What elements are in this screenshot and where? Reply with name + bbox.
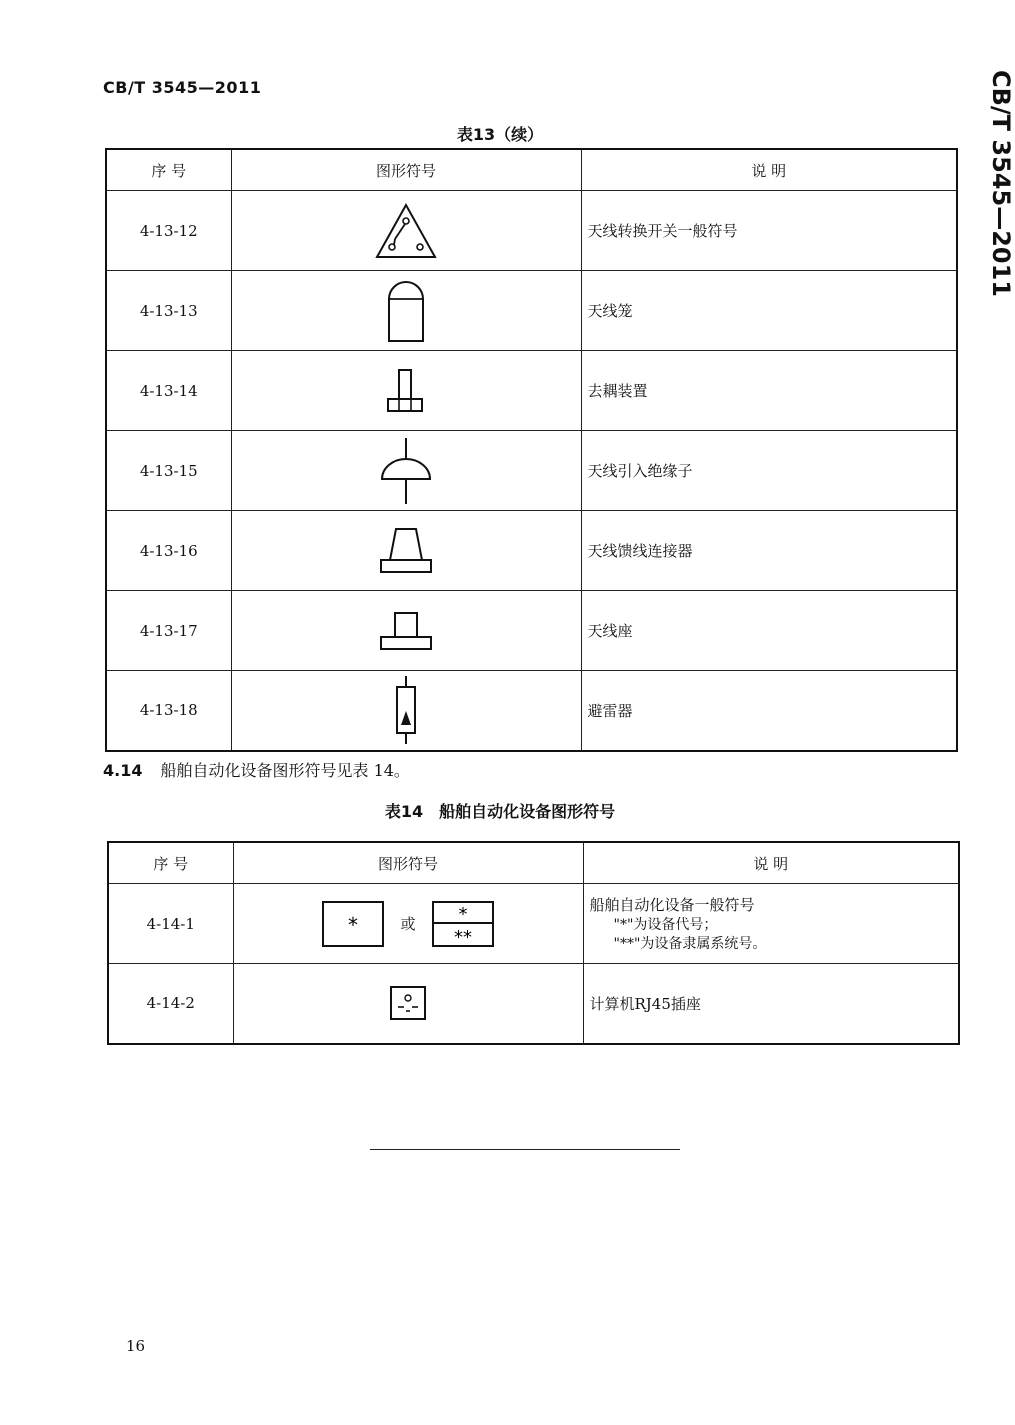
antenna-cage-icon	[386, 279, 426, 343]
table14	[107, 841, 960, 1045]
row-number: 4-13-15	[106, 431, 231, 511]
row-number: 4-13-16	[106, 511, 231, 591]
or-text: 或	[400, 915, 416, 933]
rj45-socket-icon	[390, 986, 426, 1020]
automation-equipment-icon	[322, 901, 384, 947]
column-header-symbol: 图形符号	[233, 842, 583, 884]
column-header-description: 说 明	[581, 149, 957, 191]
row-description: 去耦装置	[581, 351, 957, 431]
section-number: 4.14	[103, 761, 143, 780]
table-row	[108, 884, 959, 964]
column-header-number: 序 号	[106, 149, 231, 191]
table-row	[106, 271, 957, 351]
side-standard-code: CB/T 3545—2011	[987, 70, 1015, 297]
system-code-bottom: **	[453, 926, 472, 948]
row-number: 4-13-14	[106, 351, 231, 431]
row-description: 计算机RJ45插座	[583, 964, 959, 1044]
row-number: 4-14-1	[108, 884, 233, 964]
antenna-base-icon	[378, 610, 434, 652]
lightning-arrester-icon	[394, 675, 418, 745]
row-number: 4-13-18	[106, 671, 231, 751]
column-header-symbol: 图形符号	[231, 149, 581, 191]
automation-equipment-system-icon	[432, 901, 494, 947]
table-row	[106, 431, 957, 511]
section-text: 船舶自动化设备图形符号见表 14。	[160, 761, 410, 780]
row-number: 4-13-13	[106, 271, 231, 351]
table-row	[106, 191, 957, 271]
table13	[105, 148, 958, 752]
page-number: 16	[126, 1337, 146, 1355]
equipment-code-symbol: *	[348, 912, 359, 937]
row-description: 天线转换开关一般符号	[581, 191, 957, 271]
row-description: 天线馈线连接器	[581, 511, 957, 591]
antenna-switch-icon	[374, 202, 438, 260]
antenna-lead-in-insulator-icon	[378, 436, 434, 506]
column-header-number: 序 号	[108, 842, 233, 884]
row-description: 天线座	[581, 591, 957, 671]
antenna-feeder-connector-icon	[378, 526, 434, 576]
row-description: 天线引入绝缘子	[581, 431, 957, 511]
decoupling-device-icon	[386, 368, 426, 414]
row-description: 船舶自动化设备一般符号	[589, 895, 755, 914]
section-4-14	[103, 758, 410, 781]
table13-caption: 表13（续）	[456, 125, 544, 144]
note-system-code: "**"为设备隶属系统号。	[613, 935, 767, 952]
table-row	[106, 511, 957, 591]
row-description: 避雷器	[581, 671, 957, 751]
column-header-description: 说 明	[583, 842, 959, 884]
row-description: 天线笼	[581, 271, 957, 351]
table14-caption: 表14 船舶自动化设备图形符号	[384, 802, 616, 821]
row-number: 4-13-12	[106, 191, 231, 271]
note-equipment-code: "*"为设备代号；	[613, 916, 718, 933]
row-number: 4-13-17	[106, 591, 231, 671]
standard-code: CB/T 3545—2011	[103, 78, 262, 97]
row-number: 4-14-2	[108, 964, 233, 1044]
table-row	[106, 591, 957, 671]
equipment-code-top: *	[458, 903, 467, 925]
table-row	[106, 671, 957, 751]
table-row	[108, 964, 959, 1044]
footer-rule	[370, 1149, 680, 1150]
table-row	[106, 351, 957, 431]
